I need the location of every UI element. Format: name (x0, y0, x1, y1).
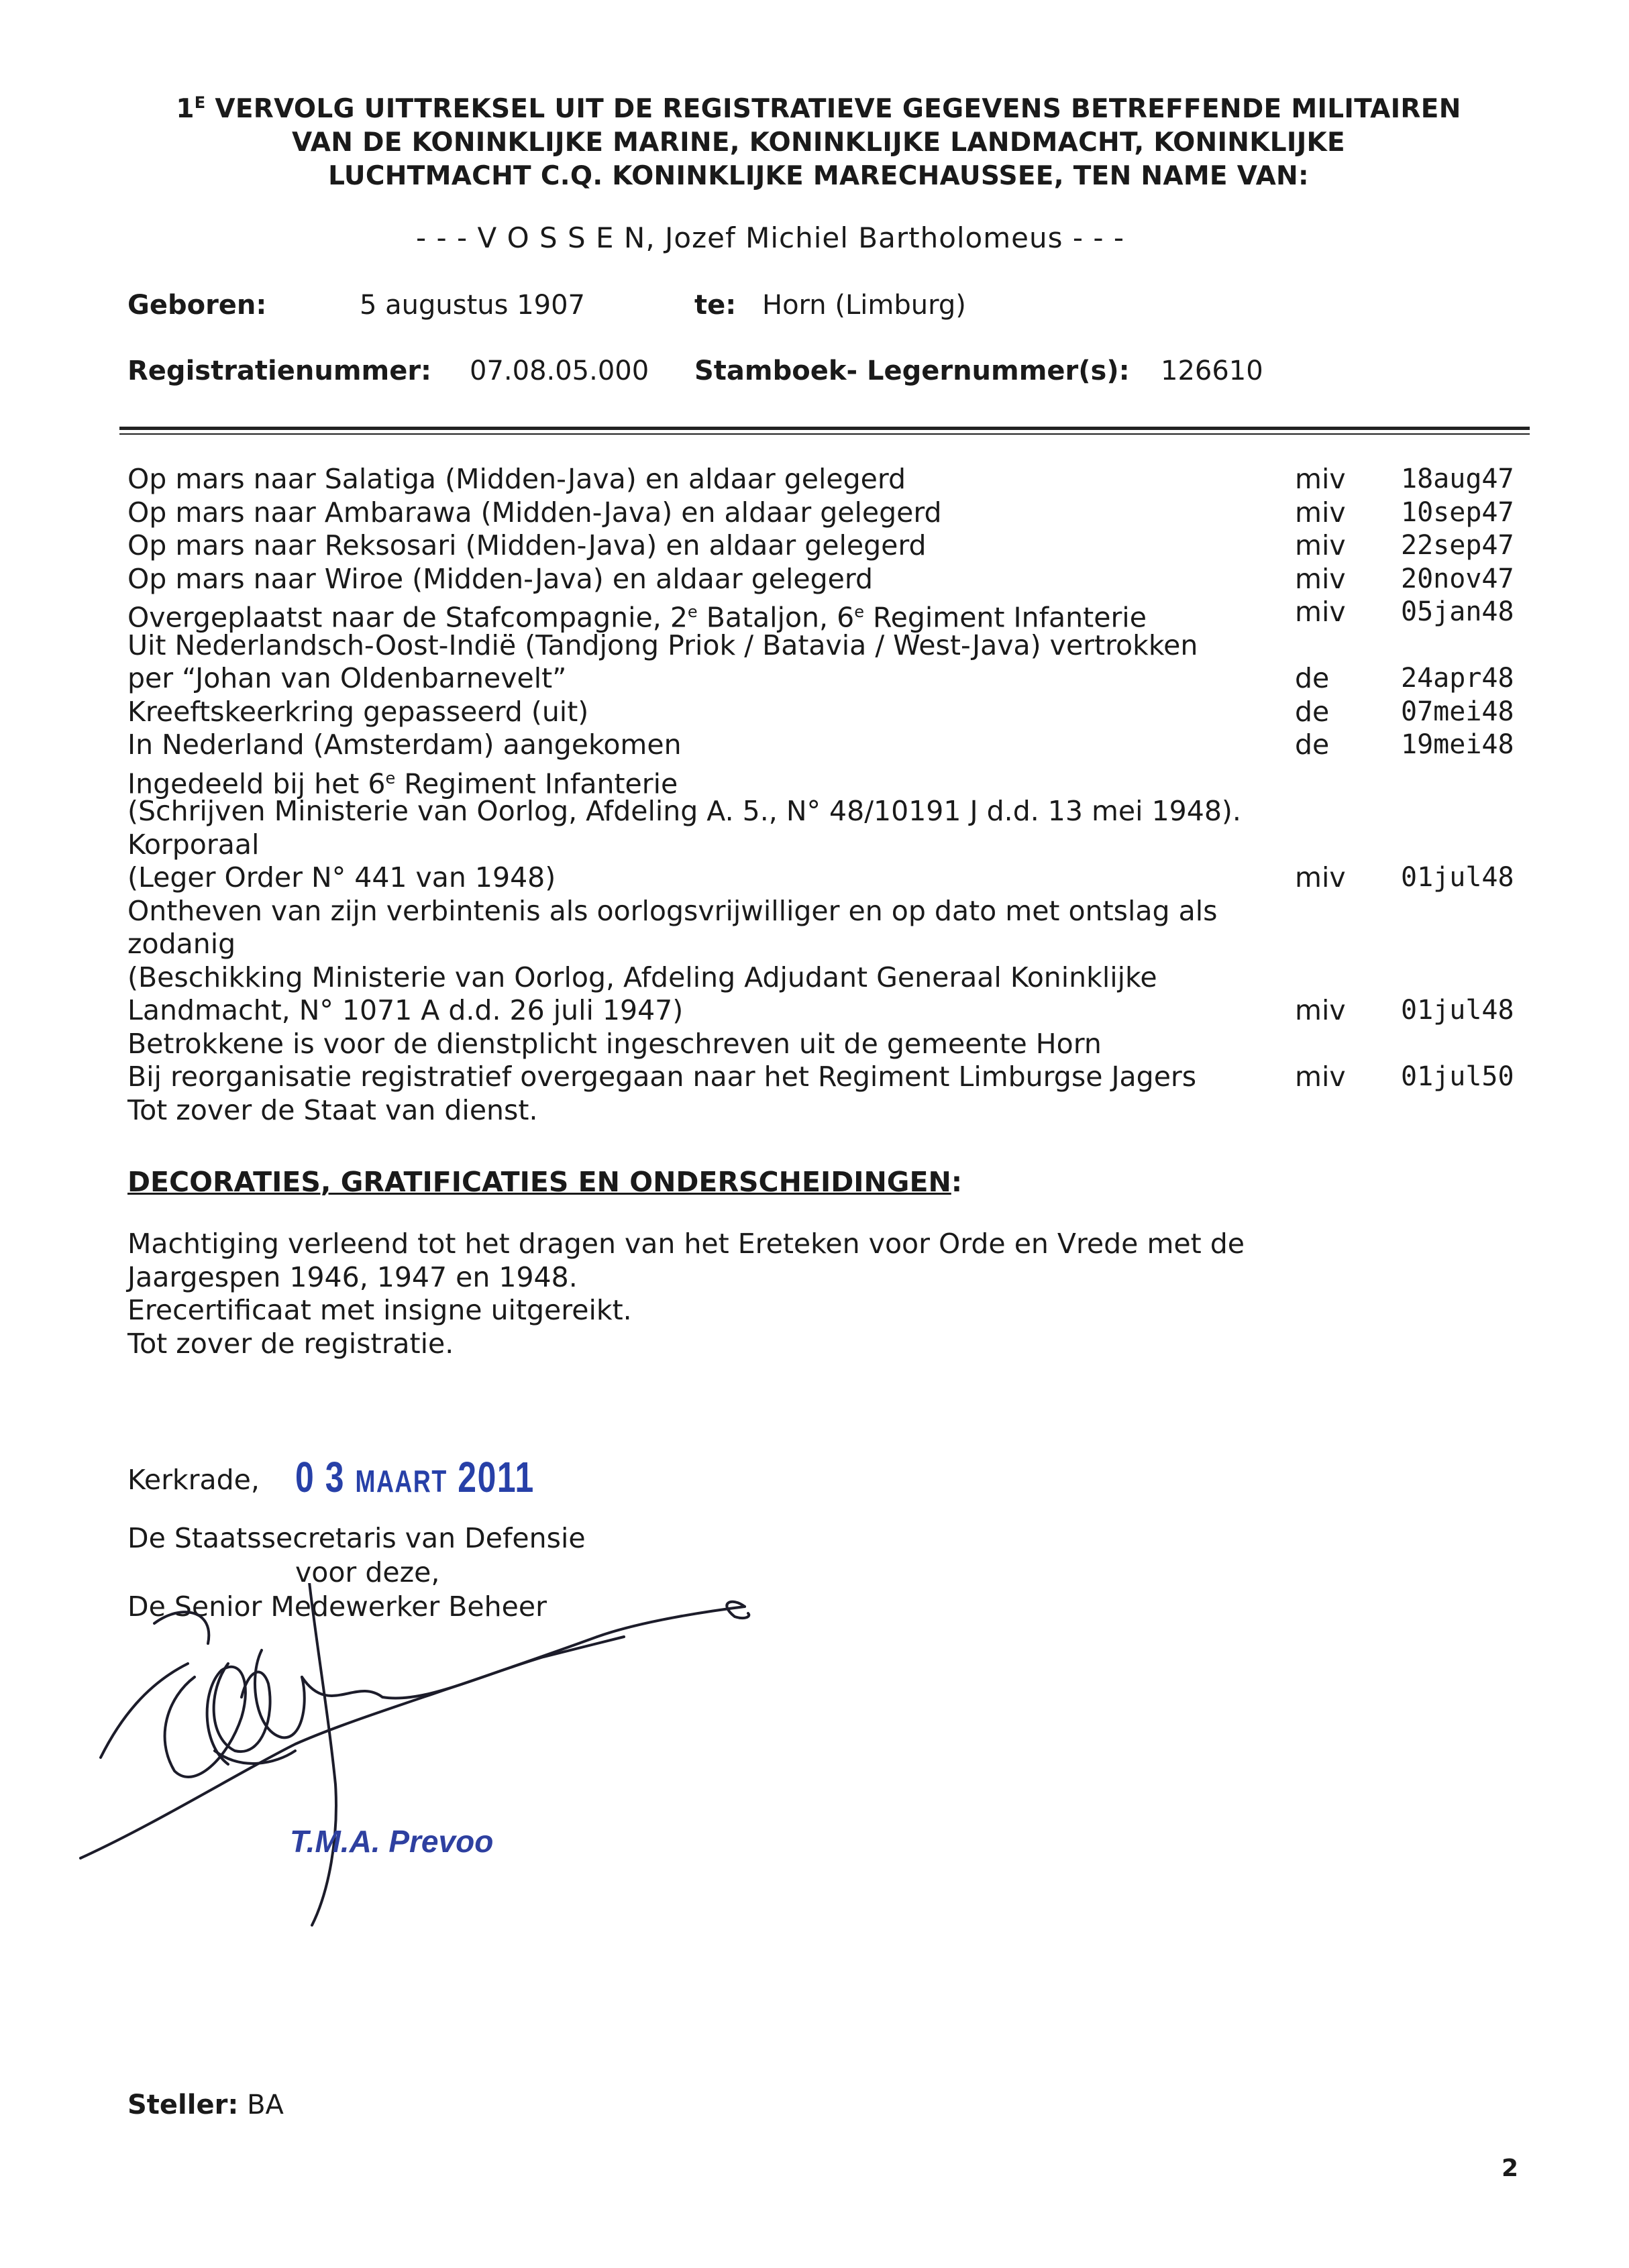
entry-row (127, 961, 1536, 995)
entry-row (127, 696, 1536, 729)
entry-row (127, 496, 1536, 530)
entry-date: 01jul48 (1401, 862, 1514, 893)
entry-text: zodanig (127, 928, 236, 960)
person-name: - - - V O S S E N, Jozef Michiel Bartholomeus - - - (416, 221, 1125, 254)
entry-row (127, 861, 1536, 895)
entry-text: (Schrijven Ministerie van Oorlog, Afdeling A. 5., N° 48/10191 J d.d. 13 mei 1948). (127, 795, 1241, 827)
divider-thin (119, 433, 1530, 435)
entry-row (127, 629, 1536, 663)
decoration-line: Machtiging verleend tot het dragen van het Ereteken voor Orde en Vrede met de (127, 1228, 1245, 1260)
steller: Steller: BA (127, 2090, 284, 2120)
signatory-title: De Staatssecretaris van Defensie (127, 1522, 586, 1554)
entry-text: Op mars naar Reksosari (Midden-Java) en aldaar gelegerd (127, 529, 927, 561)
entry-prefix: miv (1295, 562, 1346, 595)
page-number: 2 (1502, 2155, 1519, 2182)
entry-prefix: de (1295, 695, 1330, 728)
entry-text: (Beschikking Ministerie van Oorlog, Afdeling Adjudant Generaal Koninklijke (127, 961, 1157, 993)
entry-row (127, 1028, 1536, 1061)
stamboek-label: Stamboek- Legernummer(s): (694, 356, 1130, 386)
entry-row (127, 795, 1536, 828)
decorations-text (127, 1228, 1245, 1360)
service-entries (127, 463, 1536, 1127)
entry-row (127, 529, 1536, 563)
entry-date: 22sep47 (1401, 530, 1514, 561)
entry-text: Kreeftskeerkring gepasseerd (uit) (127, 695, 589, 728)
entry-date: 10sep47 (1401, 496, 1514, 528)
born-date: 5 augustus 1907 (360, 290, 585, 321)
entry-prefix: miv (1295, 994, 1346, 1026)
entry-row (127, 994, 1536, 1028)
title-line-2: VAN DE KONINKLIJKE MARINE, KONINKLIJKE LANDMACHT, KONINKLIJKE (291, 127, 1346, 158)
entry-row (127, 563, 1536, 596)
entry-text: Betrokkene is voor de dienstplicht ingeschreven uit de gemeente Horn (127, 1027, 1102, 1060)
title-line-3: LUCHTMACHT C.Q. KONINKLIJKE MARECHAUSSEE, TEN NAME VAN: (328, 161, 1309, 191)
entry-text: Uit Nederlandsch-Oost-Indië (Tandjong Priok / Batavia / West-Java) vertrokken (127, 629, 1198, 661)
entry-text: (Leger Order N° 441 van 1948) (127, 861, 556, 894)
entry-prefix: miv (1295, 496, 1346, 529)
signatory-role: De Senior Medewerker Beheer (127, 1590, 547, 1623)
entry-date: 24apr48 (1401, 663, 1514, 694)
entry-text: Ingedeeld bij het 6e Regiment Infanterie (127, 767, 678, 800)
entry-row (127, 828, 1536, 862)
entry-text: Korporaal (127, 828, 260, 861)
entry-prefix: miv (1295, 596, 1346, 628)
entry-row (127, 728, 1536, 762)
document-title (114, 86, 1523, 193)
entry-row (127, 762, 1536, 800)
entry-date: 19mei48 (1401, 729, 1514, 760)
place-label: Kerkrade, (127, 1464, 260, 1496)
born-place-label: te: (694, 290, 737, 321)
entry-row (127, 895, 1536, 928)
entry-date: 07mei48 (1401, 696, 1514, 727)
entry-text: Op mars naar Wiroe (Midden-Java) en aldaar gelegerd (127, 562, 874, 595)
entry-prefix: miv (1295, 1061, 1346, 1093)
handwritten-signature (74, 1583, 778, 1932)
entry-date: 20nov47 (1401, 563, 1514, 594)
entry-date: 05jan48 (1401, 596, 1514, 627)
title-line-1: $1^E$ VERVOLG UITTREKSEL UIT DE REGISTRATIEVE GEGEVENS BETREFFENDE MILITAIREN (176, 93, 1461, 124)
entry-text: Landmacht, N° 1071 A d.d. 26 juli 1947) (127, 994, 684, 1026)
entry-prefix: miv (1295, 529, 1346, 561)
decoration-line: Tot zover de registratie. (127, 1327, 454, 1360)
entry-row (127, 596, 1536, 634)
entry-row (127, 1061, 1536, 1094)
entry-row (127, 463, 1536, 496)
name-stamp: T.M.A. Prevoo (290, 1824, 494, 1859)
signatory-for: voor deze, (295, 1556, 440, 1588)
decoration-line: Jaargespen 1946, 1947 en 1948. (127, 1260, 578, 1293)
decorations-heading: DECORATIES, GRATIFICATIES EN ONDERSCHEIDINGEN: (127, 1166, 963, 1198)
born-place: Horn (Limburg) (762, 290, 966, 321)
entry-text: per “Johan van Oldenbarnevelt” (127, 662, 567, 694)
entry-prefix: de (1295, 662, 1330, 694)
entry-date: 18aug47 (1401, 464, 1514, 494)
entry-prefix: miv (1295, 861, 1346, 894)
entry-text: Ontheven van zijn verbintenis als oorlogsvrijwilliger en op dato met ontslag als (127, 894, 1218, 927)
registration-label: Registratienummer: (127, 356, 432, 386)
entry-date: 01jul48 (1401, 995, 1514, 1026)
entry-text: Bij reorganisatie registratief overgegaan naar het Regiment Limburgse Jagers (127, 1061, 1197, 1093)
born-label: Geboren: (127, 290, 267, 321)
decoration-line: Erecertificaat met insigne uitgereikt. (127, 1294, 632, 1326)
entry-prefix: miv (1295, 463, 1346, 495)
entry-text: Overgeplaatst naar de Stafcompagnie, 2e Bataljon, 6e Regiment Infanterie (127, 601, 1147, 634)
registration-number: 07.08.05.000 (470, 356, 649, 386)
stamboek-number: 126610 (1161, 356, 1263, 386)
date-stamp: 0 3 MAART 2011 (295, 1453, 535, 1501)
entry-row (127, 662, 1536, 696)
entry-prefix: de (1295, 728, 1330, 761)
entry-text: In Nederland (Amsterdam) aangekomen (127, 728, 682, 761)
entry-row (127, 928, 1536, 961)
divider-thick (119, 427, 1530, 430)
entry-row (127, 1094, 1536, 1128)
entry-text: Op mars naar Salatiga (Midden-Java) en aldaar gelegerd (127, 463, 906, 495)
entry-date: 01jul50 (1401, 1061, 1514, 1092)
entry-text: Tot zover de Staat van dienst. (127, 1093, 538, 1126)
entry-text: Op mars naar Ambarawa (Midden-Java) en aldaar gelegerd (127, 496, 942, 529)
